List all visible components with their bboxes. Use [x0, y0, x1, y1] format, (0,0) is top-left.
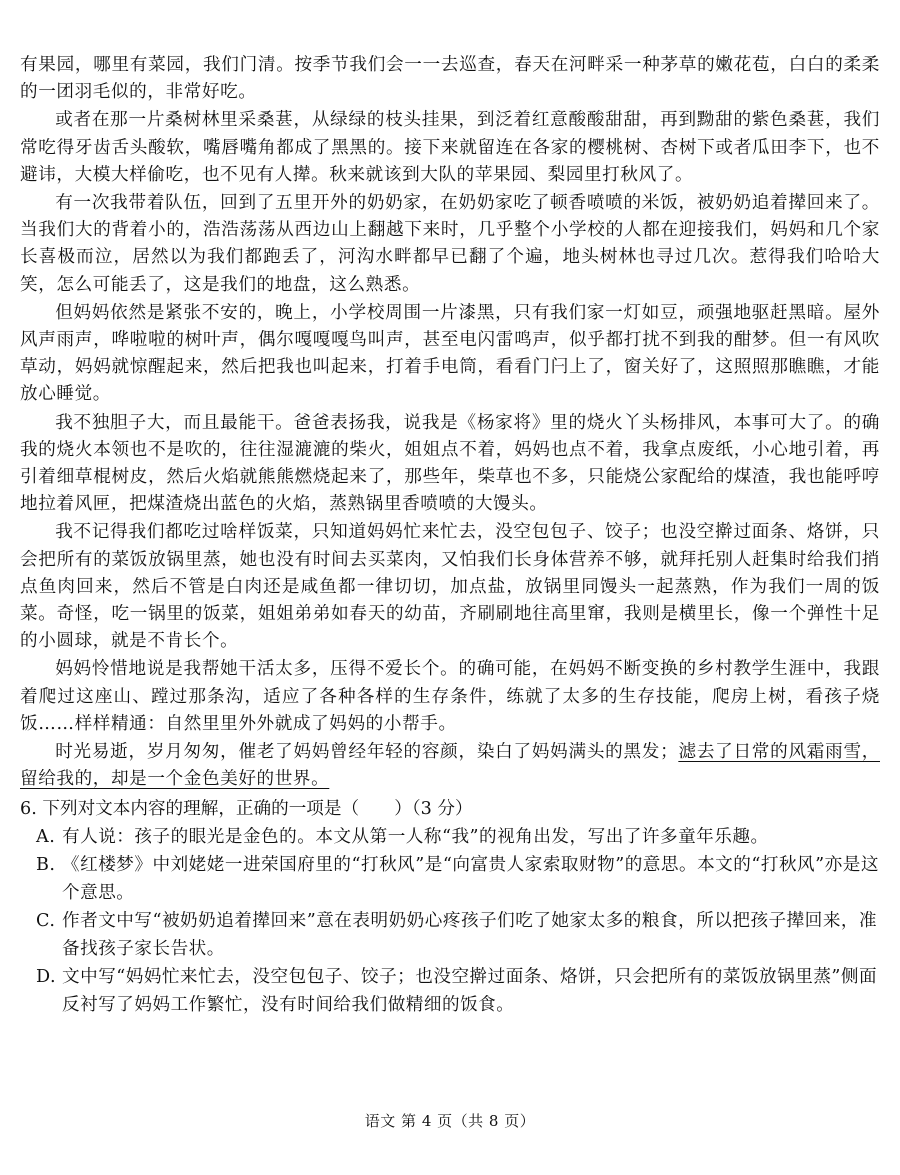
passage-paragraph-5: 我不记得我们都吃过啥样饭菜，只知道妈妈忙来忙去，没空包包子、饺子；也没空擀过面条、烙饼，只会把所有的菜饭放锅里蒸，她也没有时间去买菜肉，又怕我们长身体营养不够，就拜托别人赶集时给我们捎点鱼肉回来，然后不管是白肉还是咸鱼都一律切切，加点盐，放锅里同馒头一起蒸熟，作为我们一周的饭菜。奇怪，吃一锅里的饭菜，姐姐弟弟如春天的幼苗，齐刷刷地往高里窜，我则是横里长，像一个弹性十足的小圆球，就是不肯长个。 [20, 522, 880, 652]
passage-paragraph-1: 或者在那一片桑树林里采桑葚，从绿绿的枝头挂果，到泛着红意酸酸甜甜，再到黝甜的紫色桑葚，我们常吃得牙齿舌头酸软，嘴唇嘴角都成了黑黑的。接下来就留连在各家的樱桃树、杏树下或者瓜田李下，也不避讳，大模大样偷吃，也不见有人撵。秋来就该到大队的苹果园、梨园里打秋风了。 [20, 110, 880, 185]
passage-paragraph-3: 但妈妈依然是紧张不安的，晚上，小学校周围一片漆黑，只有我们家一灯如豆，顽强地驱赶黑暗。屋外风声雨声，哗啦啦的树叶声，偶尔嘎嘎嘎鸟叫声，甚至电闪雷鸣声，似乎都打扰不到我的酣梦。但一有风吹草动，妈妈就惊醒起来，然后把我也叫起来，打着手电筒，看看门闩上了，窗关好了，这照照那瞧瞧，才能放心睡觉。 [20, 302, 880, 405]
option-b [22, 851, 880, 907]
option-a [22, 823, 880, 851]
option-text: 作者文中写“被奶奶追着撵回来”意在表明奶奶心疼孩子们吃了她家太多的粮食，所以把孩子撵回来，准备找孩子家长告状。 [62, 911, 878, 960]
passage-paragraph-4: 我不独胆子大，而且最能干。爸爸表扬我，说我是《杨家将》里的烧火丫头杨排风，本事可大了。的确我的烧火本领也不是吹的，往往湿漉漉的柴火，姐姐点不着，妈妈也点不着，我拿点废纸，小心地引着，再引着细草棍树皮，然后火焰就熊熊燃烧起来了，那些年，柴草也不多，只能烧公家配给的煤渣，我也能呼哼地拉着风匣，把煤渣烧出蓝色的火焰，蒸熟锅里香喷喷的大馒头。 [20, 412, 880, 515]
passage-paragraph-2: 有一次我带着队伍，回到了五里开外的奶奶家，在奶奶家吃了顿香喷喷的米饭，被奶奶追着撵回来了。当我们大的背着小的，浩浩荡荡从西边山上翻越下来时，几乎整个小学校的人都在迎接我们，妈妈和几个家长喜极而泣，居然以为我们都跑丢了，河沟水畔都早已翻了个遍，地头树林也寻过几次。惹得我们哈哈大笑，怎么可能丢了，这是我们的地盘，这么熟悉。 [20, 193, 880, 295]
passage-paragraph-7 [20, 739, 880, 793]
question-stem: 6. 下列对文本内容的理解，正确的一项是（ ）（3 分） [20, 799, 473, 820]
question-6 [20, 795, 880, 1019]
passage-paragraph-7-plain: 时光易逝，岁月匆匆，催老了妈妈曾经年轻的容颜，染白了妈妈满头的黑发； [55, 742, 679, 763]
underlined-sentence: 滤去了日常的风霜雨雪，留给我的，却是一个金色美好的世界。 [20, 742, 880, 790]
option-letter: C. [36, 911, 56, 932]
exam-page [20, 52, 880, 1019]
option-letter: D. [36, 967, 57, 988]
passage-paragraph-0: 有果园，哪里有菜园，我们门清。按季节我们会一一去巡查，春天在河畔采一种茅草的嫩花苞，白白的柔柔的一团羽毛似的，非常好吃。 [20, 55, 880, 103]
page-footer: 语文 第 4 页（共 8 页） [364, 1112, 536, 1130]
passage-paragraph-6: 妈妈怜惜地说是我帮她干活太多，压得不爱长个。的确可能，在妈妈不断变换的乡村教学生涯中，我跟着爬过这座山、蹚过那条沟，适应了各种各样的生存条件，练就了太多的生存技能，爬房上树，看孩子烧饭……样样精通：自然里里外外就成了妈妈的小帮手。 [20, 659, 880, 734]
option-letter: A. [36, 827, 56, 848]
option-text: 《红楼梦》中刘姥姥一进荣国府里的“打秋风”是“向富贵人家索取财物”的意思。本文的“打秋风”亦是这个意思。 [62, 855, 879, 904]
option-text: 有人说：孩子的眼光是金色的。本文从第一人称“我”的视角出发，写出了许多童年乐趣。 [62, 827, 769, 848]
option-letter: B. [36, 855, 56, 876]
option-d [22, 963, 880, 1019]
option-c [22, 907, 880, 963]
option-text: 文中写“妈妈忙来忙去，没空包包子、饺子；也没空擀过面条、烙饼，只会把所有的菜饭放锅里蒸”侧面反衬写了妈妈工作繁忙，没有时间给我们做精细的饭食。 [62, 967, 878, 1016]
